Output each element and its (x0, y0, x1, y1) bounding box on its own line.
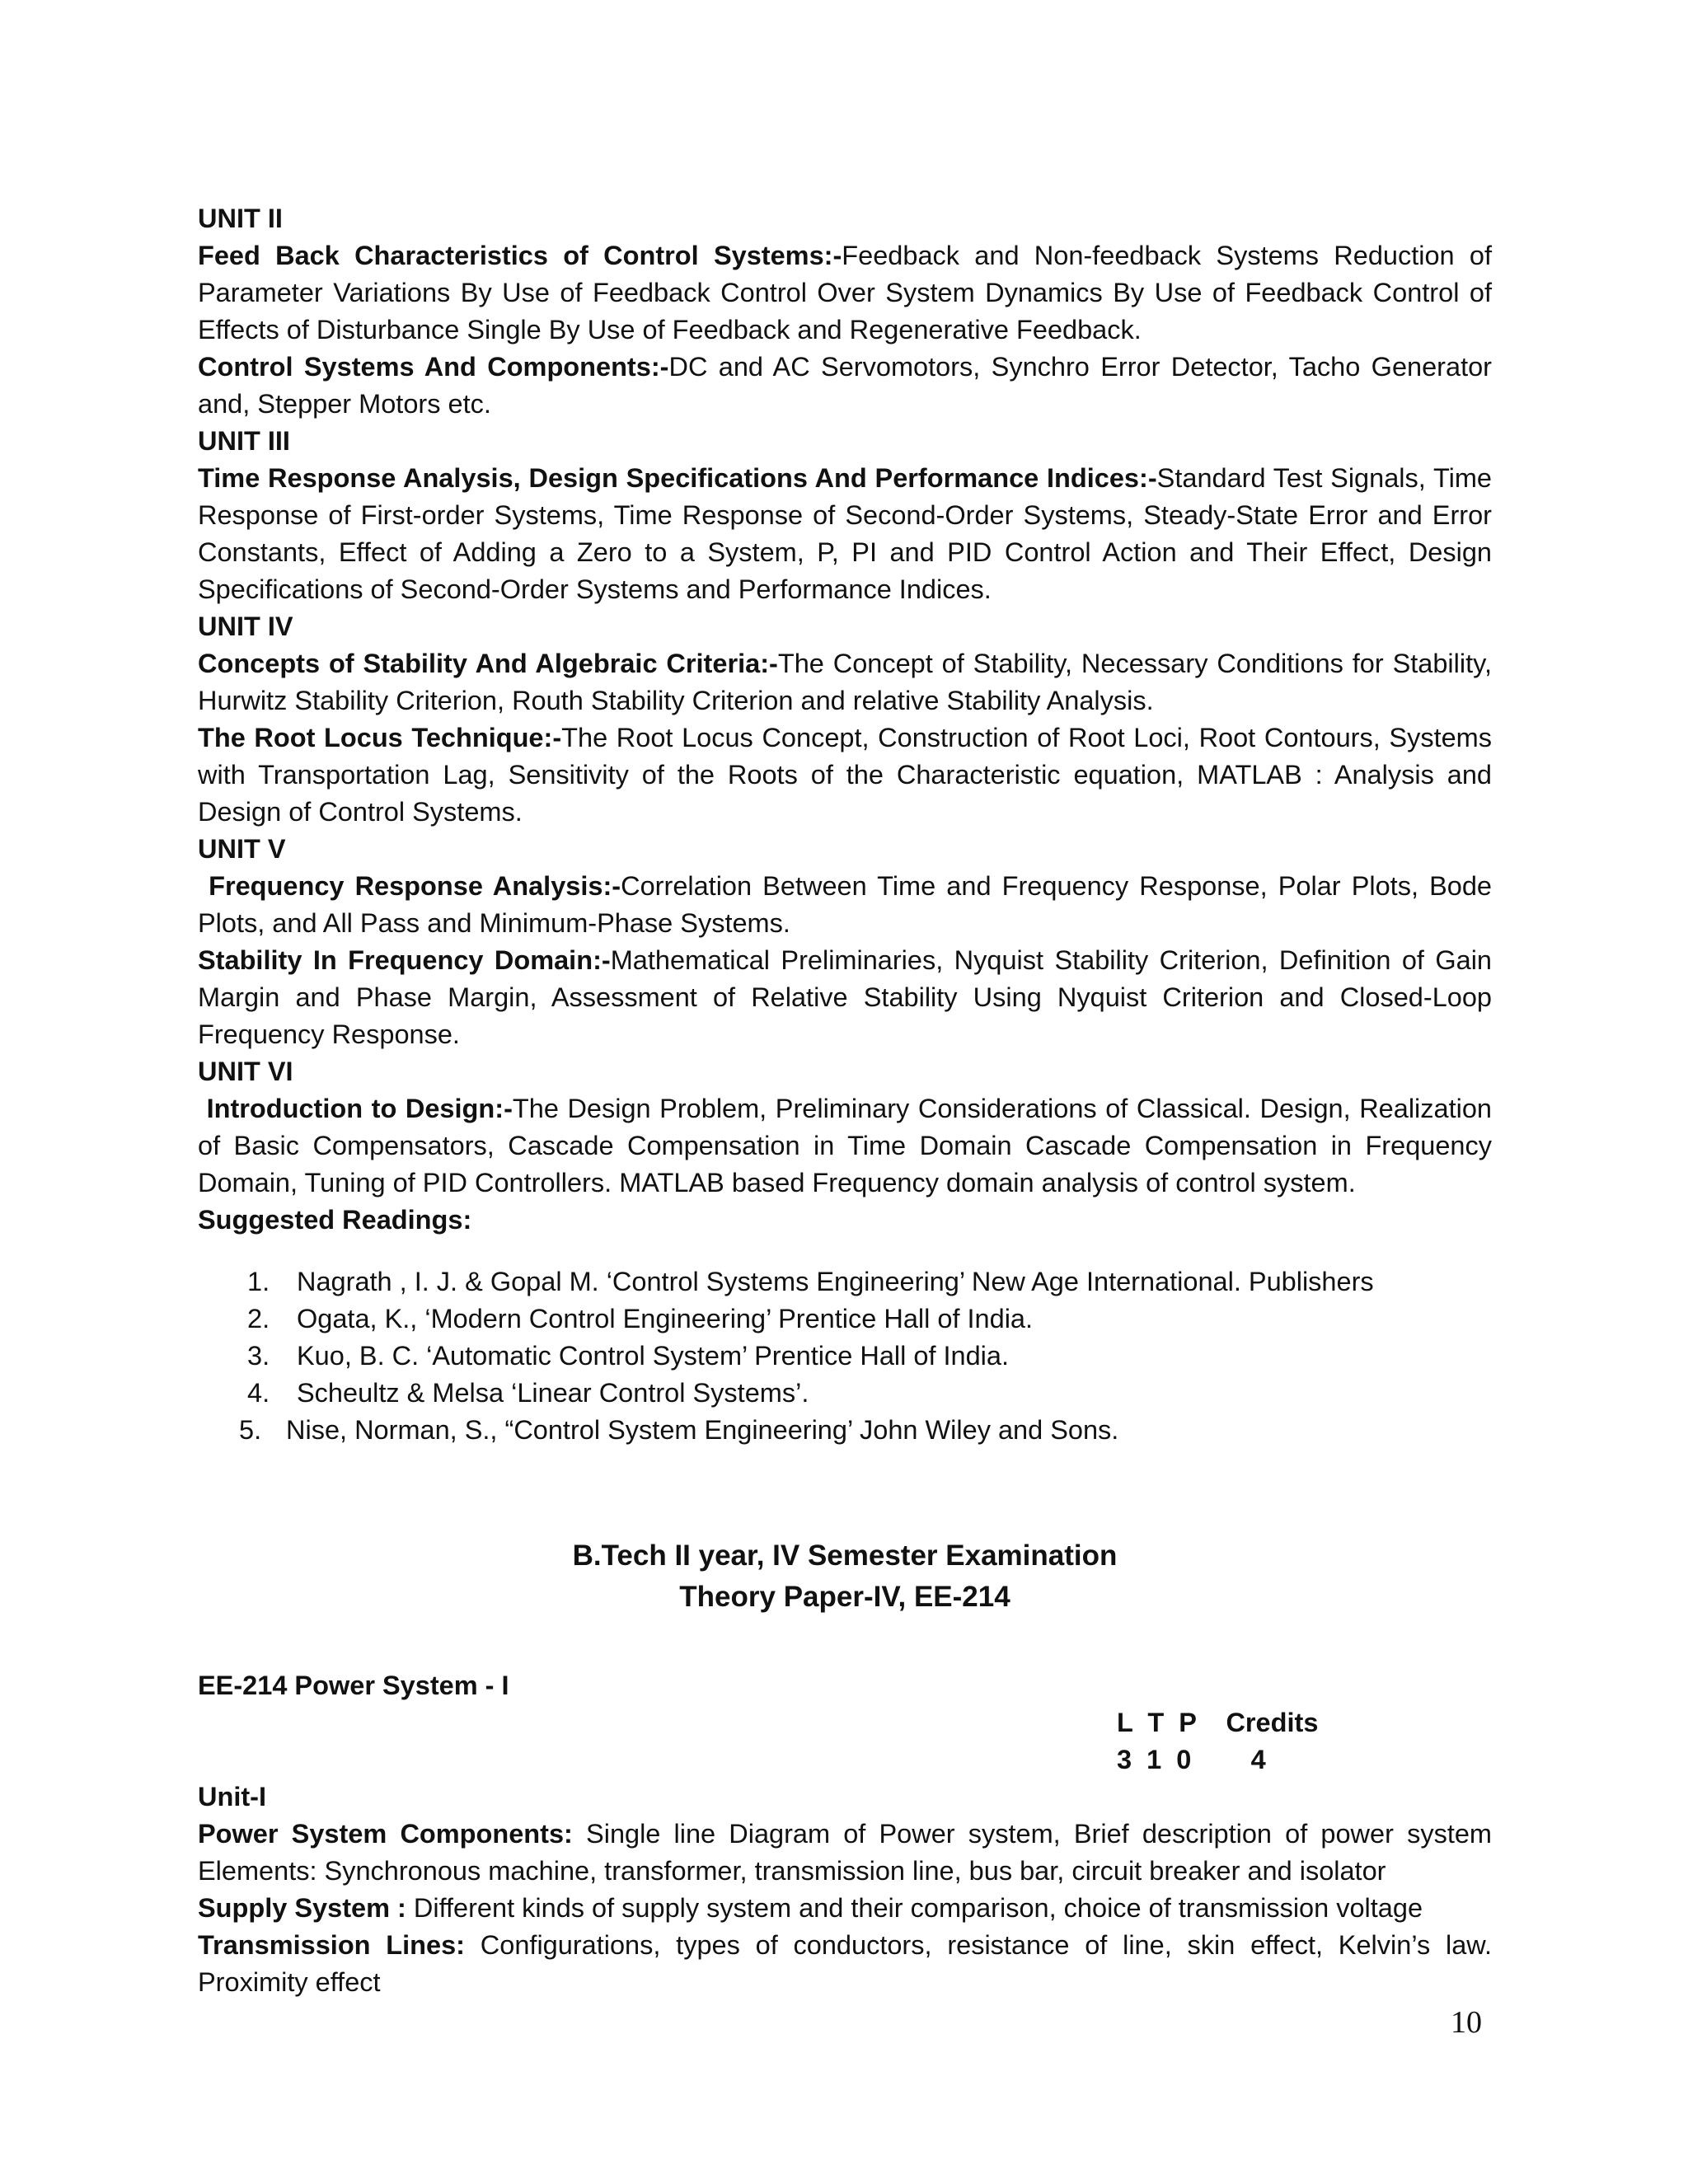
unit-3-heading: UNIT III (198, 426, 290, 456)
unit-5-paragraph-1 (198, 868, 1492, 942)
spacer (198, 1239, 1492, 1263)
paragraph-text: DC and AC Servomotors, Synchro Error Detector, Tacho Generator and, Stepper Motors etc. (198, 352, 1492, 419)
spacer (198, 1449, 1492, 1535)
paragraph-text: Mathematical Preliminaries, Nyquist Stability Criterion, Definition of Gain Margin and Phase Margin, Assessment of Relative Stability Using Nyquist Criterion and Closed-Loop Frequency Response. (198, 945, 1492, 1049)
paragraph-text: The Concept of Stability, Necessary Conditions for Stability, Hurwitz Stability Criterion, Routh Stability Criterion and relative Stability Analysis. (198, 649, 1492, 715)
paragraph-title: Feed Back Characteristics of Control Systems:- (198, 241, 842, 270)
list-text: Kuo, B. C. ‘Automatic Control System’ Prentice Hall of India. (297, 1341, 1010, 1371)
unit-2-paragraph-2 (198, 349, 1492, 423)
unit-6-heading: UNIT VI (198, 1057, 293, 1086)
paragraph-text: The Design Problem, Preliminary Considerations of Classical. Design, Realization of Basic Compensators, Cascade Compensation in Time Domain Cascade Compensation in Frequency Domain, Tuning of PID Controllers. MATLAB based Frequency domain analysis of control system. (198, 1094, 1493, 1197)
list-item (198, 1263, 1492, 1301)
unit-4-paragraph-2 (198, 719, 1492, 831)
list-number: 1. (247, 1267, 270, 1296)
paragraph-title: Stability In Frequency Domain:- (198, 945, 611, 975)
ltp-credits-header: L T P Credits (1117, 1708, 1319, 1737)
paragraph-title: Power System Components: (198, 1819, 573, 1849)
supply-system-paragraph (198, 1890, 1492, 1927)
paragraph-text: Standard Test Signals, Time Response of First-order Systems, Time Response of Second-Order Systems, Steady-State Error and Error Constants, Effect of Adding a Zero to a System, P, PI and PID Control Action and Their Effect, Design Specifications of Second-Order Systems and Performance Indices. (198, 463, 1493, 604)
unit-2-heading: UNIT II (198, 204, 283, 233)
unit-4-paragraph-1 (198, 645, 1492, 719)
paragraph-text: Single line Diagram of Power system, Brief description of power system Elements: Synchronous machine, transformer, transmission line, bus bar, circuit breaker and isolator (198, 1819, 1493, 1886)
list-text: Nise, Norman, S., “Control System Engineering’ John Wiley and Sons. (286, 1415, 1119, 1445)
list-text: Scheultz & Melsa ‘Linear Control Systems’. (297, 1378, 809, 1408)
paragraph-title: Introduction to Design:- (206, 1094, 513, 1123)
unit-4-heading: UNIT IV (198, 612, 293, 641)
suggested-readings-heading: Suggested Readings: (198, 1205, 472, 1235)
paper-title: Theory Paper-IV, EE-214 (679, 1581, 1010, 1613)
list-number: 3. (247, 1341, 270, 1371)
paragraph-title: Control Systems And Components:- (198, 352, 669, 382)
unit-2-paragraph-1 (198, 237, 1492, 349)
unit-1-heading: Unit-I (198, 1782, 267, 1811)
paragraph-title: The Root Locus Technique:- (198, 723, 562, 752)
exam-title: B.Tech II year, IV Semester Examination (572, 1540, 1118, 1572)
paragraph-text: The Root Locus Concept, Construction of Root Loci, Root Contours, Systems with Transportation Lag, Sensitivity of the Roots of the Characteristic equation, MATLAB : Analysis and Design of Control Systems. (198, 723, 1492, 827)
page-number: 10 (1451, 2005, 1482, 2040)
page-content (198, 200, 1492, 2001)
list-text: Ogata, K., ‘Modern Control Engineering’ Prentice Hall of India. (297, 1304, 1034, 1333)
list-number: 2. (247, 1304, 270, 1333)
transmission-lines-paragraph (198, 1927, 1492, 2001)
list-item (198, 1412, 1492, 1449)
list-number: 4. (247, 1378, 270, 1408)
paragraph-text: Configurations, types of conductors, resistance of line, skin effect, Kelvin’s law. Proximity effect (198, 1930, 1492, 1997)
list-item (198, 1301, 1492, 1338)
list-item (198, 1375, 1492, 1412)
paragraph-title: Concepts of Stability And Algebraic Criteria:- (198, 649, 778, 678)
paragraph-title: Frequency Response Analysis:- (209, 871, 621, 901)
paragraph-text: Different kinds of supply system and their comparison, choice of transmission voltage (406, 1893, 1423, 1923)
unit-5-heading: UNIT V (198, 834, 286, 864)
unit-6-paragraph-1 (198, 1090, 1492, 1202)
readings-list (198, 1263, 1492, 1449)
course-title: EE-214 Power System - I (198, 1671, 509, 1700)
paragraph-title: Supply System : (198, 1893, 406, 1923)
power-system-components-paragraph (198, 1816, 1492, 1890)
paragraph-text: Correlation Between Time and Frequency Response, Polar Plots, Bode Plots, and All Pass and Minimum-Phase Systems. (198, 871, 1492, 938)
list-text: Nagrath , I. J. & Gopal M. ‘Control Systems Engineering’ New Age International. Publishers (297, 1267, 1374, 1296)
paragraph-text: Feedback and Non-feedback Systems Reduction of Parameter Variations By Use of Feedback Control Over System Dynamics By Use of Feedback Control of Effects of Disturbance Single By Use of Feedback and Regenerative Feedback. (198, 241, 1492, 344)
spacer (198, 1618, 1492, 1667)
ltp-credits-values: 3 1 0 4 (1117, 1745, 1266, 1774)
list-item (198, 1338, 1492, 1375)
unit-3-paragraph-1 (198, 460, 1492, 608)
unit-5-paragraph-2 (198, 942, 1492, 1053)
paragraph-title: Time Response Analysis, Design Specifications And Performance Indices:- (198, 463, 1157, 493)
list-number: 5. (239, 1415, 262, 1445)
paragraph-title: Transmission Lines: (198, 1930, 466, 1960)
